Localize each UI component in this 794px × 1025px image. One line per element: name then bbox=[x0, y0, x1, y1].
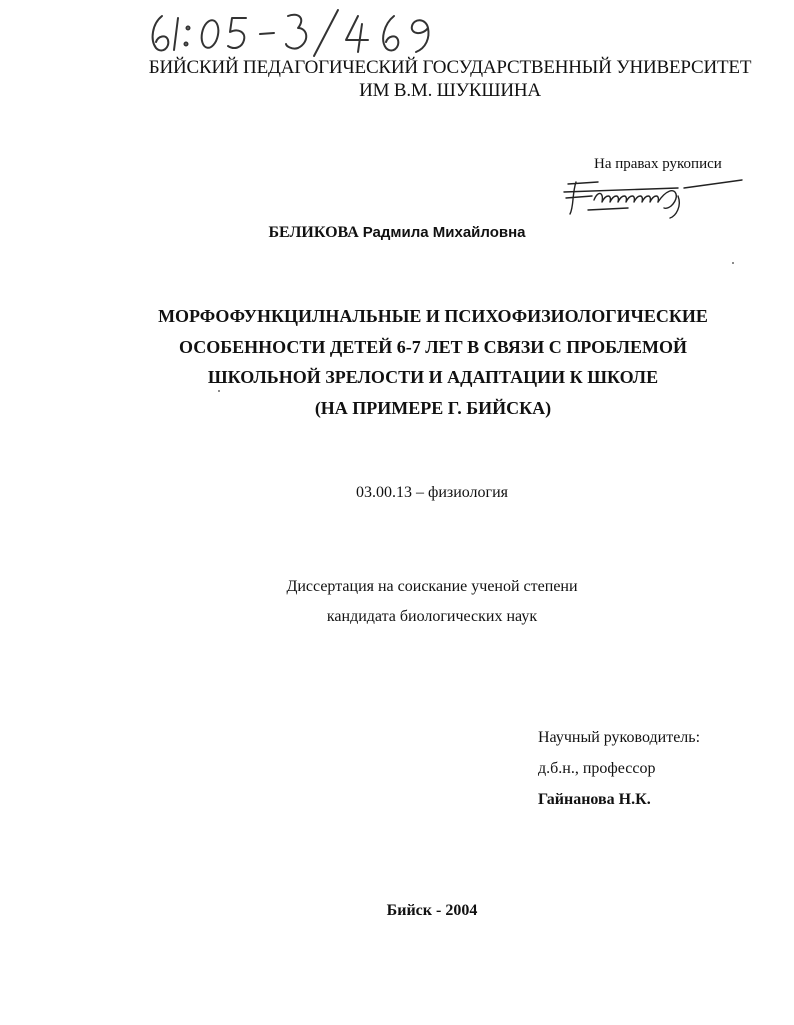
scan-speck bbox=[732, 262, 734, 264]
author-name bbox=[0, 224, 794, 242]
dissertation-title bbox=[100, 301, 766, 423]
author-surname: БЕЛИКОВА bbox=[268, 224, 359, 241]
supervisor-block bbox=[538, 722, 700, 815]
degree-line: кандидата биологических наук bbox=[326, 608, 538, 625]
manuscript-note: На правах рукописи bbox=[594, 156, 722, 172]
degree-statement bbox=[0, 572, 794, 632]
supervisor-name: Гайнанова Н.К. bbox=[538, 791, 651, 808]
specialty-code: 03.00.13 – физиология bbox=[355, 484, 509, 501]
university-name: БИЙСКИЙ ПЕДАГОГИЧЕСКИЙ ГОСУДАРСТВЕННЫЙ УНИВЕРСИТЕТ bbox=[148, 57, 752, 78]
university-named-after: ИМ В.М. ШУКШИНА bbox=[359, 80, 541, 101]
author-signature bbox=[558, 170, 748, 222]
title-line: МОРФОФУНКЦИЛНАЛЬНЫЕ И ПСИХОФИЗИОЛОГИЧЕСКИЕ bbox=[158, 306, 708, 326]
author-given-names: Радмила Михайловна bbox=[362, 224, 526, 241]
city-year: Бийск - 2004 bbox=[386, 902, 478, 919]
title-line: ШКОЛЬНОЙ ЗРЕЛОСТИ И АДАПТАЦИИ К ШКОЛЕ bbox=[207, 367, 659, 387]
archive-code-handwritten bbox=[148, 6, 448, 58]
title-line: ОСОБЕННОСТИ ДЕТЕЙ 6-7 ЛЕТ В СВЯЗИ С ПРОБЛЕМОЙ bbox=[178, 336, 688, 357]
university-header bbox=[140, 56, 760, 102]
supervisor-label: Научный руководитель: bbox=[538, 729, 701, 746]
degree-line: Диссертация на соискание ученой степени bbox=[286, 578, 578, 595]
scan-speck bbox=[218, 390, 220, 392]
title-line: (НА ПРИМЕРЕ Г. БИЙСКА) bbox=[314, 397, 552, 418]
supervisor-rank: д.б.н., профессор bbox=[538, 760, 656, 777]
